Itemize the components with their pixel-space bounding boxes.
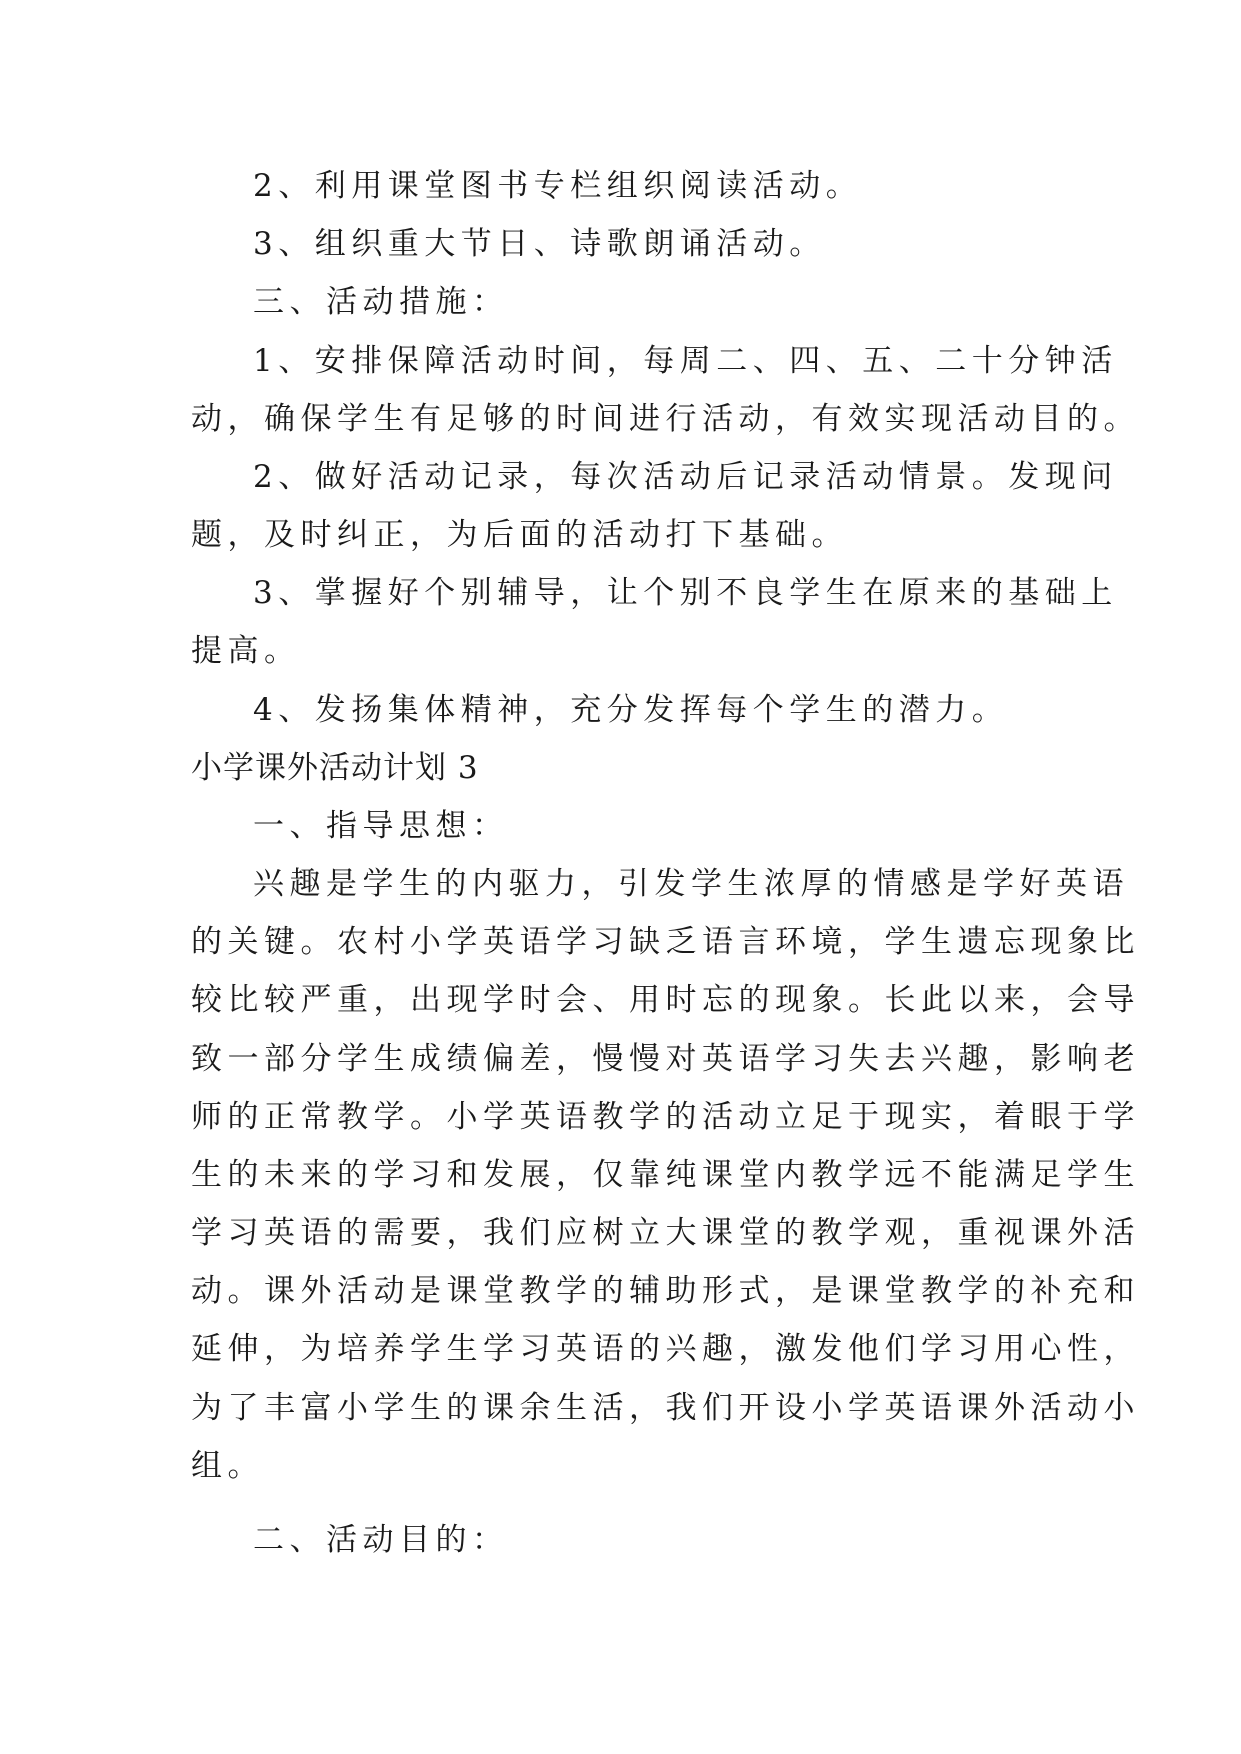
section-heading: 一、指导思想： [253, 808, 509, 844]
text-line: 3、组织重大节日、诗歌朗诵活动。 [253, 226, 826, 262]
section-heading: 二、活动目的： [253, 1522, 509, 1558]
text-line: 致一部分学生成绩偏差，慢慢对英语学习失去兴趣，影响老 [191, 1041, 1140, 1077]
text-line: 2、做好活动记录，每次活动后记录活动情景。发现问 [253, 459, 1118, 495]
text-line: 的关键。农村小学英语学习缺乏语言环境，学生遗忘现象比 [191, 924, 1140, 960]
text-line: 生的未来的学习和发展，仅靠纯课堂内教学远不能满足学生 [191, 1157, 1140, 1193]
text-line: 兴趣是学生的内驱力，引发学生浓厚的情感是学好英语 [253, 866, 1129, 902]
text-line: 较比较严重，出现学时会、用时忘的现象。长此以来，会导 [191, 982, 1140, 1018]
text-line: 动，确保学生有足够的时间进行活动，有效实现活动目的。 [191, 401, 1140, 437]
text-line: 为了丰富小学生的课余生活，我们开设小学英语课外活动小 [191, 1390, 1140, 1426]
text-line: 学习英语的需要，我们应树立大课堂的教学观，重视课外活 [191, 1215, 1140, 1251]
text-line: 3、掌握好个别辅导，让个别不良学生在原来的基础上 [253, 575, 1118, 611]
text-line: 2、利用课堂图书专栏组织阅读活动。 [253, 168, 863, 204]
text-line: 1、安排保障活动时间，每周二、四、五、二十分钟活 [253, 343, 1118, 379]
text-line: 提高。 [191, 633, 301, 669]
document-title: 小学课外活动计划 3 [191, 750, 479, 786]
text-line: 题，及时纠正，为后面的活动打下基础。 [191, 517, 848, 553]
section-heading: 三、活动措施： [253, 284, 509, 320]
text-line: 组。 [191, 1448, 264, 1484]
text-line: 延伸，为培养学生学习英语的兴趣，激发他们学习用心性， [191, 1331, 1140, 1367]
text-line: 师的正常教学。小学英语教学的活动立足于现实，着眼于学 [191, 1099, 1140, 1135]
text-line: 4、发扬集体精神，充分发挥每个学生的潜力。 [253, 692, 1009, 728]
text-line: 动。课外活动是课堂教学的辅助形式，是课堂教学的补充和 [191, 1273, 1140, 1309]
